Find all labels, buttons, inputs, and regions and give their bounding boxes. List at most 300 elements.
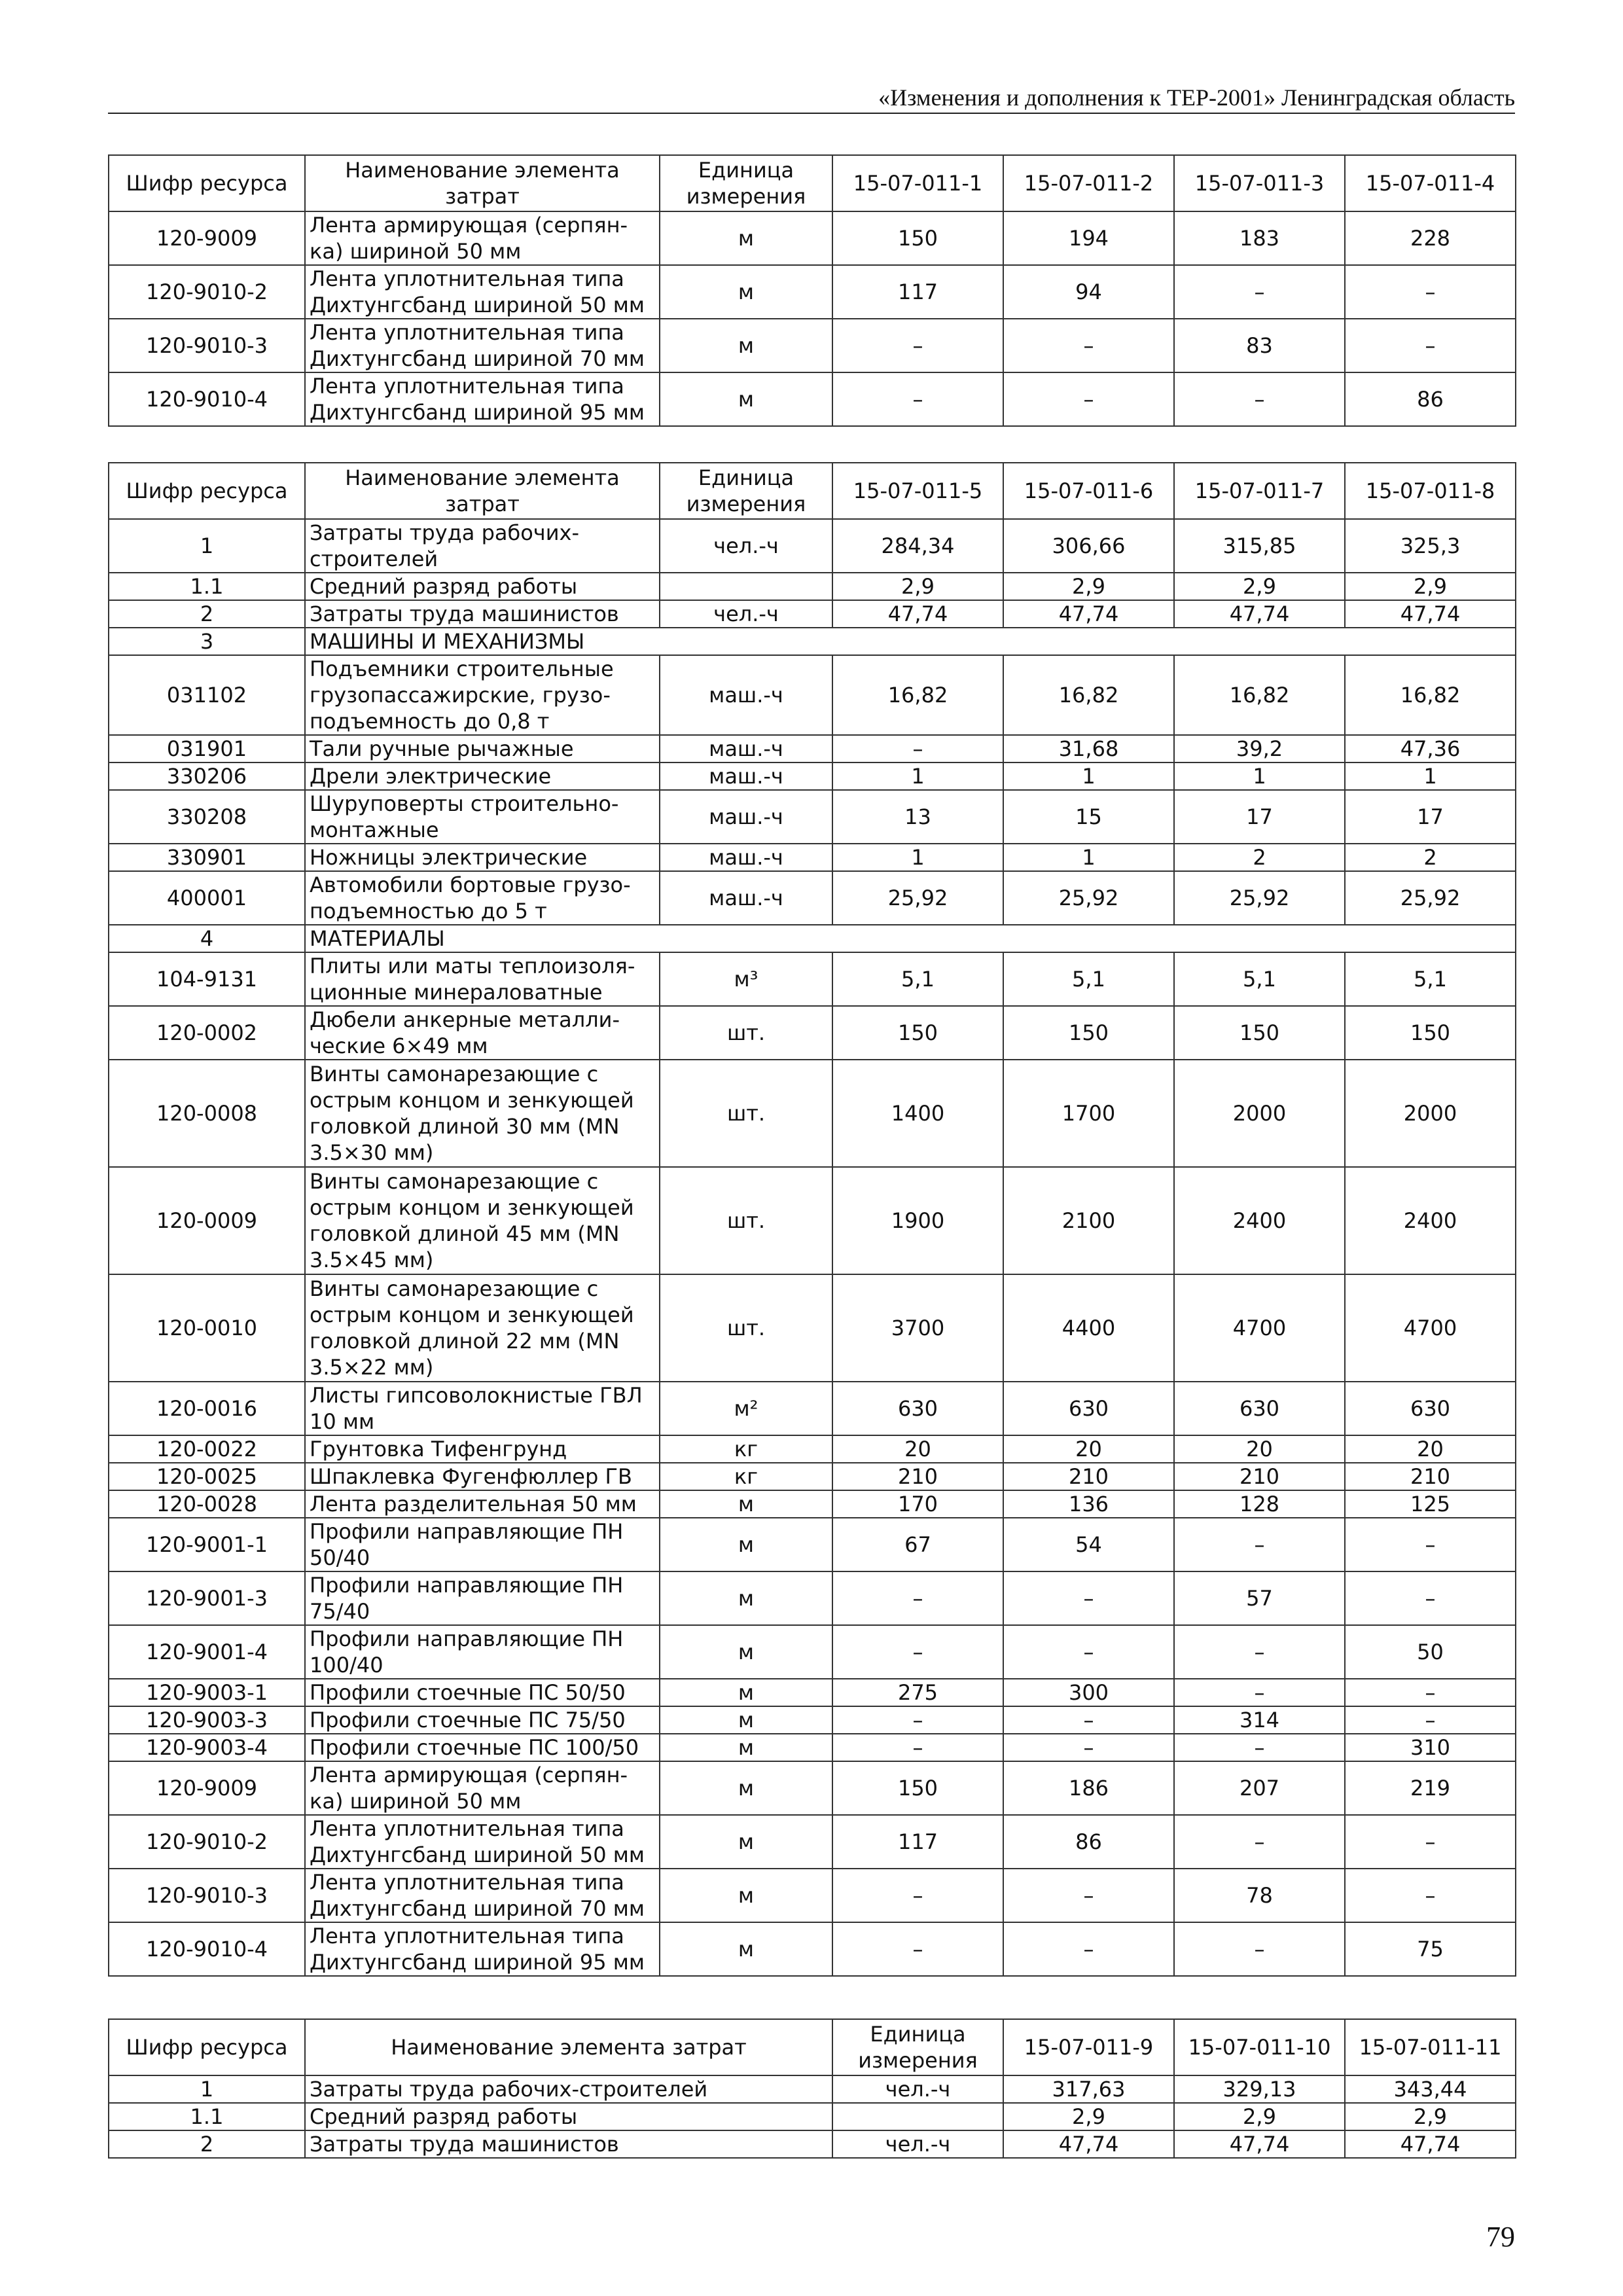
- name-cell: Листы гипсоволокнистые ГВЛ 10 мм: [305, 1382, 660, 1435]
- name-cell: Шуруповерты строительно-монтажные: [305, 790, 660, 844]
- name-cell: Плиты или маты теплоизоля-ционные минераловатные: [305, 952, 660, 1006]
- unit-cell: маш.-ч: [660, 790, 832, 844]
- header-cell: 15-07-011-11: [1345, 2019, 1516, 2075]
- value-cell: 2,9: [1174, 2103, 1345, 2130]
- name-cell: Лента уплотнительная типа Дихтунгсбанд шириной 50 мм: [305, 265, 660, 319]
- unit-cell: кг: [660, 1435, 832, 1463]
- value-cell: 1: [1003, 762, 1174, 790]
- header-cell: 15-07-011-7: [1174, 463, 1345, 519]
- table-header-row: [109, 155, 1516, 211]
- value-cell: 5,1: [1003, 952, 1174, 1006]
- value-cell: –: [832, 1571, 1003, 1625]
- value-cell: 194: [1003, 211, 1174, 265]
- name-cell: Винты самонарезающие с острым концом и зенкующей головкой длиной 45 мм (MN 3.5×45 мм): [305, 1167, 660, 1274]
- header-cell: 15-07-011-2: [1003, 155, 1174, 211]
- value-cell: 17: [1345, 790, 1516, 844]
- code-cell: 330208: [109, 790, 305, 844]
- code-cell: 1.1: [109, 2103, 305, 2130]
- value-cell: 3700: [832, 1274, 1003, 1382]
- unit-cell: м²: [660, 1382, 832, 1435]
- name-cell: Профили направляющие ПН 100/40: [305, 1625, 660, 1679]
- code-cell: 104-9131: [109, 952, 305, 1006]
- table-row: [109, 1922, 1516, 1976]
- table-row: [109, 519, 1516, 573]
- name-cell: Профили стоечные ПС 75/50: [305, 1706, 660, 1734]
- unit-cell: м: [660, 319, 832, 372]
- value-cell: 210: [1345, 1463, 1516, 1490]
- value-cell: 25,92: [1174, 871, 1345, 925]
- value-cell: 1: [832, 762, 1003, 790]
- code-cell: 120-9001-1: [109, 1518, 305, 1571]
- code-cell: 120-0008: [109, 1060, 305, 1167]
- code-cell: 120-0009: [109, 1167, 305, 1274]
- value-cell: 630: [1345, 1382, 1516, 1435]
- table-row: [109, 600, 1516, 628]
- value-cell: 25,92: [1003, 871, 1174, 925]
- value-cell: –: [1345, 319, 1516, 372]
- value-cell: 75: [1345, 1922, 1516, 1976]
- value-cell: 1400: [832, 1060, 1003, 1167]
- value-cell: 306,66: [1003, 519, 1174, 573]
- value-cell: 2,9: [1174, 573, 1345, 600]
- table-row: [109, 655, 1516, 735]
- table-row: [109, 1274, 1516, 1382]
- code-cell: 031901: [109, 735, 305, 762]
- value-cell: 210: [1174, 1463, 1345, 1490]
- header-cell: 15-07-011-6: [1003, 463, 1174, 519]
- value-cell: 47,74: [1003, 600, 1174, 628]
- value-cell: –: [1174, 1518, 1345, 1571]
- value-cell: 15: [1003, 790, 1174, 844]
- page-number: 79: [1486, 2221, 1515, 2253]
- value-cell: 47,74: [1003, 2130, 1174, 2158]
- value-cell: –: [832, 372, 1003, 426]
- unit-cell: шт.: [660, 1167, 832, 1274]
- value-cell: 183: [1174, 211, 1345, 265]
- name-cell: Профили направляющие ПН 75/40: [305, 1571, 660, 1625]
- value-cell: –: [1174, 265, 1345, 319]
- value-cell: 630: [832, 1382, 1003, 1435]
- name-cell: Лента уплотнительная типа Дихтунгсбанд шириной 70 мм: [305, 1869, 660, 1922]
- unit-cell: м: [660, 1922, 832, 1976]
- value-cell: 310: [1345, 1734, 1516, 1761]
- header-cell: 15-07-011-4: [1345, 155, 1516, 211]
- name-cell: Лента уплотнительная типа Дихтунгсбанд шириной 70 мм: [305, 319, 660, 372]
- value-cell: 16,82: [832, 655, 1003, 735]
- table-row: [109, 1869, 1516, 1922]
- unit-cell: чел.-ч: [832, 2075, 1003, 2103]
- table-row: [109, 790, 1516, 844]
- code-cell: 120-9003-1: [109, 1679, 305, 1706]
- unit-cell: маш.-ч: [660, 871, 832, 925]
- name-cell: Лента армирующая (серпян-ка) шириной 50 мм: [305, 1761, 660, 1815]
- value-cell: –: [1345, 265, 1516, 319]
- table-row: [109, 1167, 1516, 1274]
- section-title-cell: МАТЕРИАЛЫ: [305, 925, 1516, 952]
- value-cell: 630: [1003, 1382, 1174, 1435]
- name-cell: Затраты труда машинистов: [305, 2130, 832, 2158]
- table-row: [109, 1734, 1516, 1761]
- table-row: [109, 1815, 1516, 1869]
- unit-cell: м: [660, 211, 832, 265]
- value-cell: 125: [1345, 1490, 1516, 1518]
- unit-cell: чел.-ч: [660, 519, 832, 573]
- value-cell: 16,82: [1174, 655, 1345, 735]
- value-cell: –: [832, 1869, 1003, 1922]
- value-cell: 25,92: [1345, 871, 1516, 925]
- code-cell: 330206: [109, 762, 305, 790]
- resource-table-1: [108, 154, 1516, 427]
- value-cell: 207: [1174, 1761, 1345, 1815]
- code-cell: 1.1: [109, 573, 305, 600]
- value-cell: 2,9: [832, 573, 1003, 600]
- value-cell: 5,1: [1345, 952, 1516, 1006]
- value-cell: 5,1: [832, 952, 1003, 1006]
- value-cell: 1: [1345, 762, 1516, 790]
- name-cell: Лента разделительная 50 мм: [305, 1490, 660, 1518]
- unit-cell: [660, 573, 832, 600]
- value-cell: 150: [1345, 1006, 1516, 1060]
- header-cell: Наименование элемента затрат: [305, 2019, 832, 2075]
- unit-cell: шт.: [660, 1006, 832, 1060]
- table-row: [109, 573, 1516, 600]
- value-cell: 20: [832, 1435, 1003, 1463]
- value-cell: 210: [832, 1463, 1003, 1490]
- name-cell: Автомобили бортовые грузо-подъемностью до 5 т: [305, 871, 660, 925]
- unit-cell: чел.-ч: [832, 2130, 1003, 2158]
- name-cell: Средний разряд работы: [305, 2103, 832, 2130]
- value-cell: –: [1345, 1679, 1516, 1706]
- value-cell: 47,74: [1345, 2130, 1516, 2158]
- value-cell: 5,1: [1174, 952, 1345, 1006]
- table-row: [109, 1463, 1516, 1490]
- header-cell: Единица измерения: [660, 155, 832, 211]
- table-row: [109, 762, 1516, 790]
- header-cell: Единица измерения: [660, 463, 832, 519]
- code-cell: 1: [109, 519, 305, 573]
- value-cell: 31,68: [1003, 735, 1174, 762]
- value-cell: –: [832, 1922, 1003, 1976]
- code-cell: 3: [109, 628, 305, 655]
- header-cell: Шифр ресурса: [109, 155, 305, 211]
- name-cell: Затраты труда рабочих-строителей: [305, 519, 660, 573]
- value-cell: 47,74: [832, 600, 1003, 628]
- value-cell: 67: [832, 1518, 1003, 1571]
- code-cell: 330901: [109, 844, 305, 871]
- name-cell: Профили стоечные ПС 50/50: [305, 1679, 660, 1706]
- table-row: [109, 2130, 1516, 2158]
- value-cell: 1: [1174, 762, 1345, 790]
- value-cell: 117: [832, 1815, 1003, 1869]
- value-cell: –: [1174, 1922, 1345, 1976]
- value-cell: 4700: [1345, 1274, 1516, 1382]
- code-cell: 120-9003-4: [109, 1734, 305, 1761]
- name-cell: Лента уплотнительная типа Дихтунгсбанд шириной 95 мм: [305, 1922, 660, 1976]
- value-cell: 2000: [1174, 1060, 1345, 1167]
- value-cell: 314: [1174, 1706, 1345, 1734]
- value-cell: 228: [1345, 211, 1516, 265]
- value-cell: 1: [1003, 844, 1174, 871]
- table-row: [109, 1006, 1516, 1060]
- unit-cell: м: [660, 1734, 832, 1761]
- table-row: [109, 372, 1516, 426]
- value-cell: 1700: [1003, 1060, 1174, 1167]
- value-cell: 1900: [832, 1167, 1003, 1274]
- code-cell: 120-9009: [109, 1761, 305, 1815]
- value-cell: 2,9: [1345, 573, 1516, 600]
- value-cell: 47,74: [1174, 2130, 1345, 2158]
- code-cell: 120-9010-4: [109, 1922, 305, 1976]
- name-cell: Винты самонарезающие с острым концом и зенкующей головкой длиной 30 мм (MN 3.5×30 мм): [305, 1060, 660, 1167]
- unit-cell: м: [660, 1761, 832, 1815]
- table-row: [109, 319, 1516, 372]
- code-cell: 120-9010-3: [109, 319, 305, 372]
- value-cell: –: [832, 1625, 1003, 1679]
- name-cell: Профили направляющие ПН 50/40: [305, 1518, 660, 1571]
- value-cell: –: [1345, 1706, 1516, 1734]
- code-cell: 120-9009: [109, 211, 305, 265]
- value-cell: –: [1003, 319, 1174, 372]
- value-cell: 2100: [1003, 1167, 1174, 1274]
- header-cell: 15-07-011-3: [1174, 155, 1345, 211]
- value-cell: 54: [1003, 1518, 1174, 1571]
- value-cell: 275: [832, 1679, 1003, 1706]
- value-cell: 2,9: [1345, 2103, 1516, 2130]
- value-cell: 150: [832, 1006, 1003, 1060]
- unit-cell: м: [660, 372, 832, 426]
- section-row: [109, 628, 1516, 655]
- code-cell: 1: [109, 2075, 305, 2103]
- header-cell: 15-07-011-10: [1174, 2019, 1345, 2075]
- value-cell: 39,2: [1174, 735, 1345, 762]
- value-cell: –: [1345, 1571, 1516, 1625]
- value-cell: 20: [1003, 1435, 1174, 1463]
- value-cell: 47,74: [1345, 600, 1516, 628]
- name-cell: Подъемники строительные грузопассажирские, грузо-подъемность до 0,8 т: [305, 655, 660, 735]
- value-cell: 50: [1345, 1625, 1516, 1679]
- resource-table-2: [108, 462, 1516, 1977]
- table-row: [109, 1060, 1516, 1167]
- table-header-row: [109, 463, 1516, 519]
- value-cell: 20: [1174, 1435, 1345, 1463]
- value-cell: 16,82: [1345, 655, 1516, 735]
- code-cell: 120-9001-4: [109, 1625, 305, 1679]
- code-cell: 120-0016: [109, 1382, 305, 1435]
- header-cell: Единица измерения: [832, 2019, 1003, 2075]
- running-header: «Изменения и дополнения к ТЕР-2001» Ленинградская область: [878, 84, 1515, 111]
- value-cell: 630: [1174, 1382, 1345, 1435]
- header-cell: Наименование элемента затрат: [305, 155, 660, 211]
- unit-cell: маш.-ч: [660, 762, 832, 790]
- value-cell: 94: [1003, 265, 1174, 319]
- value-cell: –: [1003, 1625, 1174, 1679]
- header-rule: [108, 113, 1515, 114]
- value-cell: 57: [1174, 1571, 1345, 1625]
- value-cell: 150: [832, 211, 1003, 265]
- value-cell: –: [1003, 1734, 1174, 1761]
- table-row: [109, 1518, 1516, 1571]
- name-cell: Лента армирующая (серпян-ка) шириной 50 мм: [305, 211, 660, 265]
- code-cell: 2: [109, 600, 305, 628]
- table-row: [109, 265, 1516, 319]
- value-cell: 2000: [1345, 1060, 1516, 1167]
- table-row: [109, 2103, 1516, 2130]
- value-cell: –: [1003, 1571, 1174, 1625]
- name-cell: Дрели электрические: [305, 762, 660, 790]
- value-cell: 78: [1174, 1869, 1345, 1922]
- code-cell: 2: [109, 2130, 305, 2158]
- value-cell: 210: [1003, 1463, 1174, 1490]
- value-cell: 186: [1003, 1761, 1174, 1815]
- table-row: [109, 1679, 1516, 1706]
- name-cell: Лента уплотнительная типа Дихтунгсбанд шириной 95 мм: [305, 372, 660, 426]
- value-cell: 17: [1174, 790, 1345, 844]
- unit-cell: м: [660, 1490, 832, 1518]
- value-cell: 2: [1345, 844, 1516, 871]
- value-cell: 2400: [1345, 1167, 1516, 1274]
- table-row: [109, 1490, 1516, 1518]
- value-cell: 343,44: [1345, 2075, 1516, 2103]
- value-cell: –: [1345, 1869, 1516, 1922]
- unit-cell: м: [660, 1706, 832, 1734]
- name-cell: Средний разряд работы: [305, 573, 660, 600]
- value-cell: 47,36: [1345, 735, 1516, 762]
- table-row: [109, 735, 1516, 762]
- value-cell: 47,74: [1174, 600, 1345, 628]
- code-cell: 120-9010-3: [109, 1869, 305, 1922]
- code-cell: 400001: [109, 871, 305, 925]
- name-cell: Дюбели анкерные металли-ческие 6×49 мм: [305, 1006, 660, 1060]
- code-cell: 120-0002: [109, 1006, 305, 1060]
- section-title-cell: МАШИНЫ И МЕХАНИЗМЫ: [305, 628, 1516, 655]
- name-cell: Затраты труда рабочих-строителей: [305, 2075, 832, 2103]
- value-cell: –: [1174, 1679, 1345, 1706]
- unit-cell: маш.-ч: [660, 655, 832, 735]
- name-cell: Винты самонарезающие с острым концом и зенкующей головкой длиной 22 мм (MN 3.5×22 мм): [305, 1274, 660, 1382]
- unit-cell: маш.-ч: [660, 844, 832, 871]
- value-cell: 86: [1345, 372, 1516, 426]
- header-cell: 15-07-011-5: [832, 463, 1003, 519]
- value-cell: 219: [1345, 1761, 1516, 1815]
- name-cell: Лента уплотнительная типа Дихтунгсбанд шириной 50 мм: [305, 1815, 660, 1869]
- table-header-row: [109, 2019, 1516, 2075]
- code-cell: 120-0025: [109, 1463, 305, 1490]
- value-cell: 300: [1003, 1679, 1174, 1706]
- value-cell: –: [1003, 1869, 1174, 1922]
- unit-cell: [832, 2103, 1003, 2130]
- table-row: [109, 211, 1516, 265]
- code-cell: 120-9010-4: [109, 372, 305, 426]
- header-cell: Шифр ресурса: [109, 463, 305, 519]
- unit-cell: м: [660, 1518, 832, 1571]
- value-cell: –: [1174, 1815, 1345, 1869]
- value-cell: –: [832, 1706, 1003, 1734]
- table-row: [109, 1706, 1516, 1734]
- section-row: [109, 925, 1516, 952]
- unit-cell: м: [660, 1815, 832, 1869]
- value-cell: –: [1003, 1706, 1174, 1734]
- code-cell: 120-0010: [109, 1274, 305, 1382]
- table-row: [109, 1625, 1516, 1679]
- table-row: [109, 871, 1516, 925]
- name-cell: Тали ручные рычажные: [305, 735, 660, 762]
- value-cell: 2,9: [1003, 573, 1174, 600]
- value-cell: 2,9: [1003, 2103, 1174, 2130]
- value-cell: –: [1174, 1625, 1345, 1679]
- unit-cell: м: [660, 1869, 832, 1922]
- value-cell: 4700: [1174, 1274, 1345, 1382]
- value-cell: –: [1003, 1922, 1174, 1976]
- value-cell: –: [1003, 372, 1174, 426]
- unit-cell: м: [660, 265, 832, 319]
- value-cell: 1: [832, 844, 1003, 871]
- code-cell: 120-0028: [109, 1490, 305, 1518]
- value-cell: –: [1174, 372, 1345, 426]
- table-row: [109, 1382, 1516, 1435]
- value-cell: –: [1174, 1734, 1345, 1761]
- header-cell: Шифр ресурса: [109, 2019, 305, 2075]
- header-cell: 15-07-011-9: [1003, 2019, 1174, 2075]
- code-cell: 120-9001-3: [109, 1571, 305, 1625]
- name-cell: Ножницы электрические: [305, 844, 660, 871]
- name-cell: Шпаклевка Фугенфюллер ГВ: [305, 1463, 660, 1490]
- code-cell: 120-0022: [109, 1435, 305, 1463]
- value-cell: 2400: [1174, 1167, 1345, 1274]
- name-cell: Затраты труда машинистов: [305, 600, 660, 628]
- unit-cell: шт.: [660, 1274, 832, 1382]
- table-row: [109, 1435, 1516, 1463]
- code-cell: 120-9010-2: [109, 265, 305, 319]
- value-cell: 170: [832, 1490, 1003, 1518]
- value-cell: 150: [1003, 1006, 1174, 1060]
- code-cell: 120-9003-3: [109, 1706, 305, 1734]
- resource-table-3: [108, 2018, 1516, 2159]
- value-cell: –: [1345, 1518, 1516, 1571]
- value-cell: 150: [1174, 1006, 1345, 1060]
- value-cell: 16,82: [1003, 655, 1174, 735]
- value-cell: 315,85: [1174, 519, 1345, 573]
- unit-cell: маш.-ч: [660, 735, 832, 762]
- value-cell: –: [832, 1734, 1003, 1761]
- name-cell: Грунтовка Тифенгрунд: [305, 1435, 660, 1463]
- table-row: [109, 2075, 1516, 2103]
- value-cell: 4400: [1003, 1274, 1174, 1382]
- unit-cell: м: [660, 1679, 832, 1706]
- value-cell: 329,13: [1174, 2075, 1345, 2103]
- name-cell: Профили стоечные ПС 100/50: [305, 1734, 660, 1761]
- value-cell: 117: [832, 265, 1003, 319]
- code-cell: 4: [109, 925, 305, 952]
- value-cell: 136: [1003, 1490, 1174, 1518]
- header-cell: Наименование элемента затрат: [305, 463, 660, 519]
- unit-cell: м: [660, 1571, 832, 1625]
- value-cell: 284,34: [832, 519, 1003, 573]
- value-cell: 25,92: [832, 871, 1003, 925]
- value-cell: 2: [1174, 844, 1345, 871]
- table-row: [109, 952, 1516, 1006]
- unit-cell: кг: [660, 1463, 832, 1490]
- value-cell: 83: [1174, 319, 1345, 372]
- value-cell: 317,63: [1003, 2075, 1174, 2103]
- code-cell: 031102: [109, 655, 305, 735]
- unit-cell: чел.-ч: [660, 600, 832, 628]
- value-cell: –: [832, 319, 1003, 372]
- value-cell: 86: [1003, 1815, 1174, 1869]
- value-cell: 325,3: [1345, 519, 1516, 573]
- table-row: [109, 1571, 1516, 1625]
- value-cell: 13: [832, 790, 1003, 844]
- unit-cell: м: [660, 1625, 832, 1679]
